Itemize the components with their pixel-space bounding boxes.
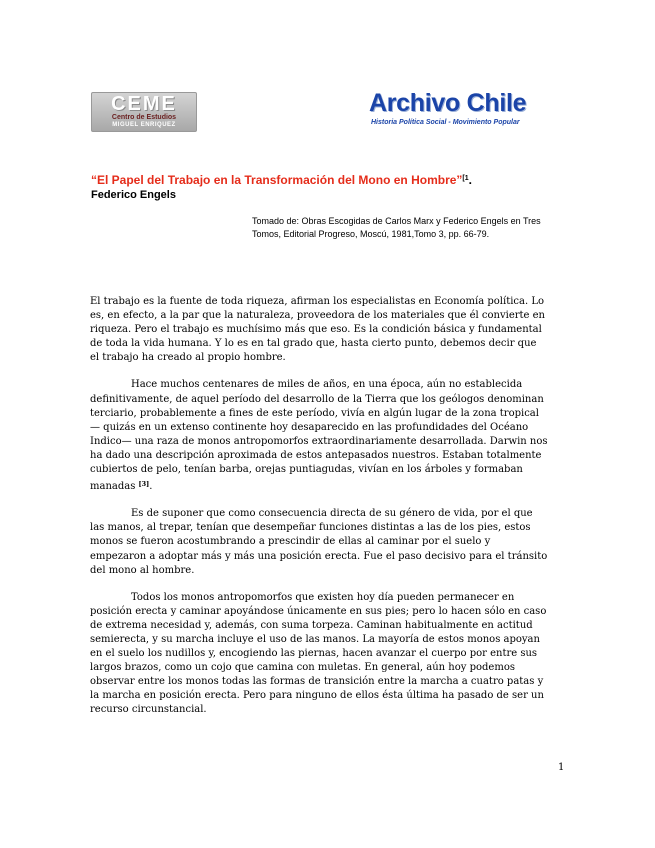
document-title [91,171,551,188]
ceme-logo-name: CEME [111,93,177,115]
paragraph-2-text: Hace muchos centenares de miles de años, en una época, aún no establecida definitivamente, de aquel período del desarrollo de la Tierra que los geólogos denominan terciario, probablemente a fines de este período, vivía en algún lugar de la zona tropical — quizás en un extenso continente hoy desaparecido en las profundidades del Océano Indico— una raza de monos antropomorfos extraordinariamente desarrollada. Darwin nos ha dado una descripción aproximada de estos antepasados nuestros. Estaban totalmente cubiertos de pelo, tenían barba, orejas puntiagudas, vivían en los árboles y formaban manadas [90,379,548,493]
ceme-logo-line2: MIGUEL ENRIQUEZ [112,122,176,128]
paragraph-4: Todos los monos antropomorfos que existen hoy día pueden permanecer en posición erecta y caminar apoyándose únicamente en sus pies; pero lo hacen sólo en caso de extrema necesidad y, además, con suma torpeza. Caminan habitualmente en actitud semierecta, y su marcha incluye el uso de las manos. La mayoría de estos monos apoyan en el suelo los nudillos y, encogiendo las piernas, hacen avanzar el cuerpo por entre sus largos brazos, como un cojo que camina con muletas. En general, aún hoy podemos observar entre los monos todas las formas de transición entre la marcha a cuatro patas y la marcha en posición erecta. Pero para ninguno de ellos ésta última ha pasado de ser un recurso circunstancial. [90,591,547,716]
document-author: Federico Engels [91,189,176,201]
title-footnote-ref[interactable]: [1 [462,175,469,182]
source-citation: Tomado de: Obras Escogidas de Carlos Marx y Federico Engels en Tres Tomos, Editorial Progreso, Moscú, 1981,Tomo 3, pp. 66-79. [252,216,541,239]
paragraph-2-footnote-ref[interactable]: [3] [138,480,150,489]
paragraph-2-period: . [149,481,153,493]
ceme-logo-line1: Centro de Estudios [111,114,177,121]
archivo-chile-logo [369,88,569,130]
document-title-text: “El Papel del Trabajo en la Transformación del Mono en Hombre” [91,173,463,187]
title-period: . [468,173,472,187]
paragraph-2 [90,378,548,494]
paragraph-1: El trabajo es la fuente de toda riqueza, afirman los especialistas en Economía política. Lo es, en efecto, a la par que la naturaleza, proveedora de los materiales que él convierte en riqueza. Pero el trabajo es muchísimo más que eso. Es la condición básica y fundamental de toda la vida humana. Y lo es en tal grado que, hasta cierto punto, debemos decir que el trabajo ha creado al propio hombre. [90,296,545,364]
document-body [90,295,548,731]
archivo-chile-logo-subtitle: Historia Política Social - Movimiento Popular [371,119,520,126]
archivo-chile-logo-title: Archivo Chile [369,89,527,117]
ceme-logo [91,92,197,132]
paragraph-3: Es de suponer que como consecuencia directa de su género de vida, por el que las manos, al trepar, tenían que desempeñar funciones distintas a las de los pies, estos monos se fueron acostumbrando a prescindir de ellas al caminar por el suelo y empezaron a adoptar más y más una posición erecta. Fue el paso decisivo para el tránsito del mono al hombre. [90,508,548,576]
page-number: 1 [558,762,565,773]
